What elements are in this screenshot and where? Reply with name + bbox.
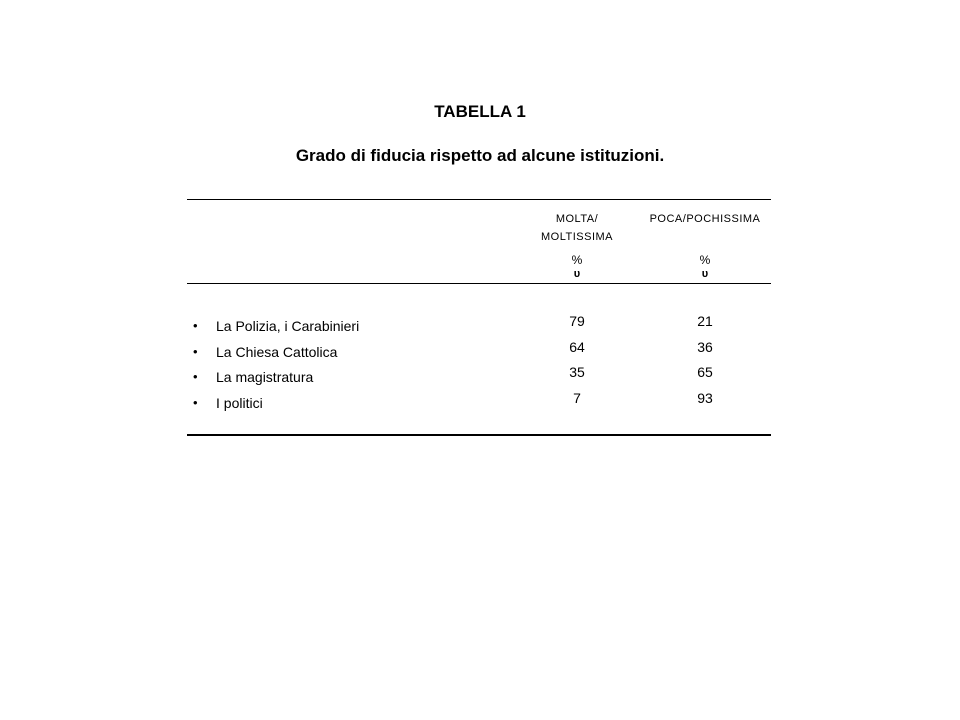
bullet-icon: •	[193, 344, 198, 359]
bullet-icon: •	[193, 395, 198, 410]
value-molta: 64	[569, 339, 585, 355]
value-poca: 21	[697, 313, 713, 329]
value-poca: 65	[697, 364, 713, 380]
column-header-molta-line1: MOLTA/	[555, 213, 599, 225]
bottom-rule	[187, 434, 771, 436]
unit-poca	[640, 253, 770, 281]
row-label: La Polizia, i Carabinieri	[216, 318, 360, 334]
bullet-icon: •	[193, 369, 198, 384]
table-title: TABELLA 1	[434, 102, 526, 121]
table-row	[187, 313, 771, 335]
bullet-icon: •	[193, 318, 198, 333]
top-rule	[187, 199, 771, 200]
unit-molta-mark: υ	[573, 268, 581, 280]
value-molta: 35	[569, 364, 585, 380]
row-label: La Chiesa Cattolica	[216, 344, 338, 360]
table-row	[187, 390, 771, 412]
table-subtitle: Grado di fiducia rispetto ad alcune istituzioni.	[295, 146, 665, 165]
column-header-molta	[520, 210, 634, 246]
unit-poca-mark: υ	[701, 268, 709, 280]
column-header-poca-line1: POCA/POCHISSIMA	[649, 213, 761, 225]
value-poca: 36	[697, 339, 713, 355]
unit-molta-percent: %	[571, 253, 583, 267]
table-row	[187, 339, 771, 361]
header-rule	[187, 283, 771, 284]
unit-poca-percent: %	[699, 253, 711, 267]
value-molta: 7	[573, 390, 581, 406]
column-header-molta-line2: MOLTISSIMA	[540, 231, 614, 243]
row-label: La magistratura	[216, 369, 314, 385]
table-row	[187, 364, 771, 386]
unit-molta	[520, 253, 634, 281]
value-poca: 93	[697, 390, 713, 406]
row-label: I politici	[216, 395, 263, 411]
column-header-poca	[640, 210, 770, 228]
value-molta: 79	[569, 313, 585, 329]
